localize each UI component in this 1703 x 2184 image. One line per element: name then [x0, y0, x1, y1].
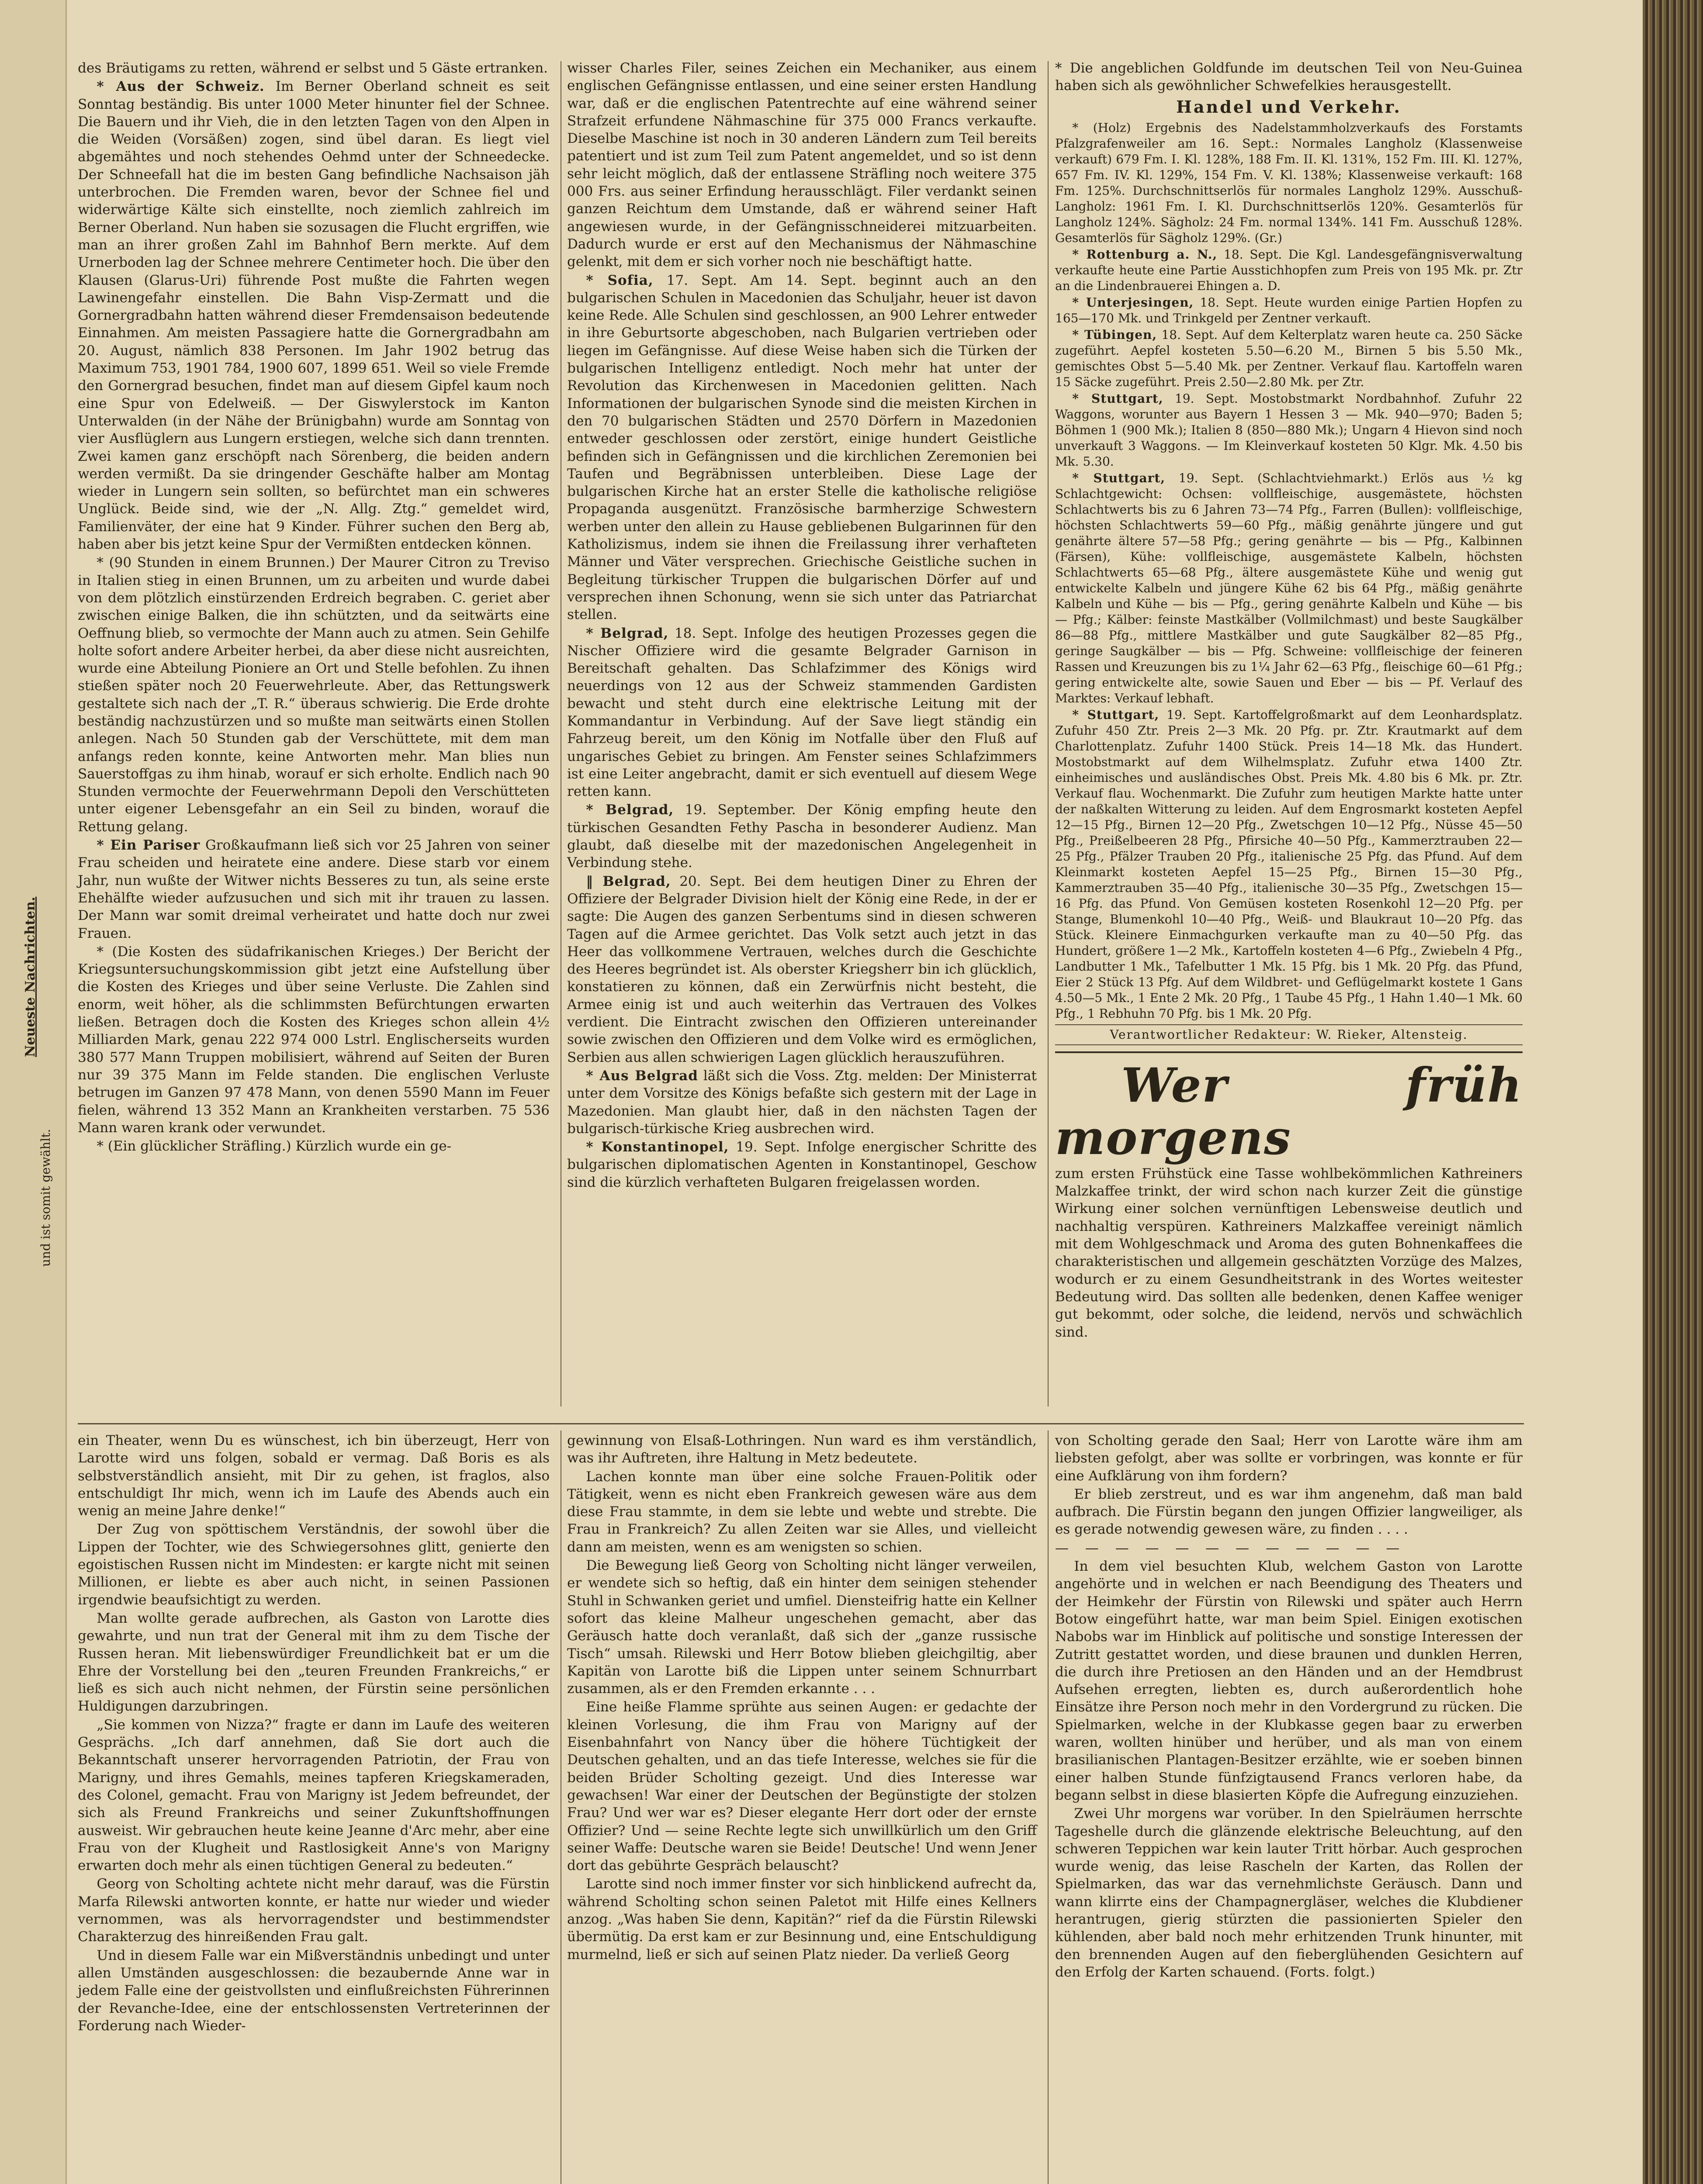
feuilleton-divider: [78, 1423, 1524, 1424]
paragraph-text: Im Berner Oberland schneit es seit Sonntag beständig. Bis unter 1000 Meter hinunter fiel der Schnee. Die Bauern und ihr Vieh, die in den letzten Tagen von den Alpen in die Weiden (Vorsäßen) zogen, sind übel daran. Es liegt viel abgemähtes und noch stehendes Oehmd unter der Schneedecke. Der Schneefall hat die im besten Gang befindliche Nachsaison jäh unterbrochen. Die Fremden waren, bevor der Schnee fiel und widerwärtige Kälte sich einstellte, noch ziemlich zahlreich im Berner Oberland. Nun haben sie sozusagen die Flucht ergriffen, wie man an ihrer großen Zahl im Bahnhof Bern merkte. Auf dem Urnerboden lag der Schnee mehrere Centimeter hoch. Die über den Klausen (Glarus-Uri) führende Post mußte die Fahrten wegen Lawinengefahr einstellen. Die Bahn Visp-Zermatt und die Gornergradbahn hatten während dieser Fremdensaison bedeutende Einnahmen. Am meisten Passagiere hatte die Gornergradbahn am 20. August, nämlich 838 Personen. Im Jahr 1902 betrug das Maximum 753, 1901 784, 1900 607, 1899 651. Weil so viele Fremde den Gornergrad besuchen, findet man auf diesem Gipfel kaum noch eine Spur von Edelweiß. — Der Giswylerstock im Kanton Unterwalden (in der Nähe der Brünigbahn) wurde am Sonntag von vier Ausflüglern aus Lungern erstiegen, welche sich dann trennten. Zwei kamen ganz erschöpft nach Sörenberg, die beiden andern werden vermißt. Da sie dringender Geschäfte halber am Montag wieder in Lungern sein sollten, so befürchtet man ein schweres Unglück. Beide sind, wie der „N. Allg. Ztg.“ gemeldet wird, Familienväter, der eine hat 9 Kinder. Führer suchen den Berg ab, haben aber bis jetzt keine Spur der Vermißten entdecken können.: [78, 79, 550, 553]
market-paragraph: [1055, 295, 1523, 326]
paragraph-text: 19. Sept. (Schlachtviehmarkt.) Erlös aus ½ kg Schlachtgewicht: Ochsen: vollfleischige, ausgemästete, höchsten Schlachtwerts bis zu 6 Jahren 73—74 Pfg., Farren (Bullen): vollfleischige, höchsten Schlachtwerts 59—60 Pfg., mäßig genährte jüngere und gut genährte ältere 57—58 Pfg.; gering genährte — bis — Pfg., Kalbinnen (Färsen), Kühe: vollfleischige, ausgemästete Kalbeln, höchsten Schlachtwerts 65—68 Pfg., ältere ausgemästete Kühe und wenig gut entwickelte Kalbeln und jüngere Kühe 62 bis 64 Pfg., mäßig genährte Kalbeln und Kühe — bis — Pfg., gering genährte Kalbeln und Kühe — bis — Pfg.; Kälber: feinste Mastkälber (Vollmilchmast) und beste Saugkälber 86—88 Pfg., mittlere Mastkälber und gute Saugkälber 82—85 Pfg., geringe Saugkälber — bis — Pfg. Schweine: vollfleischige der feineren Rassen und Kreuzungen bis zu 1¼ Jahr 62—63 Pfg., fleischige 60—61 Pfg.; gering entwickelte alte, sowie Sauen und Eber — bis — Pf. Verlauf des Marktes: Verkauf lebhaft.: [1055, 470, 1523, 705]
paragraph-text: Die Bewegung ließ Georg von Scholting nicht länger verweilen, er wendete sich so heftig, daß ein hinter dem seinigen stehender Stuhl in Schwanken geriet und umfiel. Diensteifrig hatte ein Kellner sofort das kleine Malheur ungeschehen gemacht, aber das Geräusch hatte doch veranlaßt, daß sich der „ganze russische Tisch“ umsah. Rilewski und Herr Botow blieben gleichgiltig, aber Kapitän von Larotte biß die Lippen unter seinem Schnurrbart zusammen, als er den Fremden erkannte . . .: [567, 1558, 1037, 1697]
paragraph-text: Der Zug von spöttischem Verständnis, der sowohl über die Lippen der Tochter, wie des Schwiegersohnes glitt, genierte den egoistischen Russen nicht im Mindesten: er kargte nicht mit seinen Millionen, er liebte es aber auch nicht, in seinen Passionen irgendwie beaufsichtigt zu werden.: [78, 1521, 550, 1608]
paragraph-text: 19. Sept. Mostobstmarkt Nordbahnhof. Zufuhr 22 Waggons, worunter aus Bayern 1 Hessen 3 — Mk. 940—970; Baden 5; Böhmen 1 (900 Mk.); Italien 8 (850—880 Mk.); Ungarn 4 Hievon sind noch unverkauft 3 Waggons. — Im Kleinverkauf kosteten 50 Klgr. Mk. 4.50 bis Mk. 5.30.: [1055, 391, 1523, 469]
paragraph-text: 18. Sept. Heute wurden einige Partien Hopfen zu 165—170 Mk. und Trinkgeld per Zentner verkauft.: [1055, 295, 1523, 325]
feuilleton-column-3: [1055, 1432, 1523, 1982]
news-paragraph: [78, 1137, 550, 1155]
news-item-neu-guinea: * Die angeblichen Goldfunde im deutschen Teil von Neu-Guinea haben sich als gewöhnlicher Schwefelkies herausgestellt.: [1055, 60, 1523, 94]
novel-paragraph: [1055, 1486, 1523, 1538]
dateline: * Sofia,: [586, 272, 654, 288]
novel-paragraph: [78, 1521, 550, 1608]
dateline: * Ein Pariser: [97, 837, 201, 854]
novel-paragraph: [78, 1610, 550, 1715]
book-binding: [1643, 0, 1703, 2184]
news-paragraph: [567, 272, 1037, 624]
dateline: * Stuttgart,: [1072, 391, 1163, 406]
column-divider: [1048, 1431, 1049, 2184]
margin-text-fragment: und ist somit gewählt.: [38, 1129, 53, 1267]
novel-paragraph: [78, 1716, 550, 1875]
novel-paragraph: [78, 1875, 550, 1946]
paragraph-text: Georg von Scholting achtete nicht mehr darauf, was die Fürstin Marfa Rilewski antworten konnte, er hatte nur wieder und wieder vernommen, was als hervorragendster und bestimmendster Charakterzug des hinreißenden Frau galt.: [78, 1876, 550, 1945]
paragraph-text: Und in diesem Falle war ein Mißverständnis unbedingt und unter allen Umständen ausgeschlossen: die bezaubernde Anne war in jedem Falle eine der geistvollsten und einflußreichsten Führerinnen der Revanche-Idee, eine der entschlossensten Vertreterinnen der Forderung nach Wieder-: [78, 1947, 550, 2034]
paragraph-text: 20. Sept. Bei dem heutigen Diner zu Ehren der Offiziere der Belgrader Division hielt der König eine Rede, in der er sagte: Die Augen des ganzen Serbentums sind in diesen schweren Tagen auf die Armee gerichtet. Das Volk setzt auch jetzt in das Heer das vollkommene Vertrauen, welches durch die Geschichte des Heeres begründet ist. Als oberster Kriegsherr bin ich glücklich, konstatieren zu können, daß ein Zerwürfnis nicht besteht, die Armee einig ist und auch weiterhin das Vertrauen des Volkes verdient. Die Eintracht zwischen den Offizieren untereinander sowie zwischen den Offizieren und dem Volke wird es ermöglichen, Serbien aus allen schwierigen Lagen glücklich herauszuführen.: [567, 873, 1037, 1065]
novel-paragraph: [1055, 1558, 1523, 1804]
ad-body: zum ersten Frühstück eine Tasse wohlbekömmlichen Kathreiners Malzkaffee trinkt, der wird schon nach kurzer Zeit die günstige Wirkung einer solchen vernünftigen Lebensweise deutlich und nachhaltig verspüren. Kathreiners Malzkaffee vereinigt nämlich mit dem Wohlgeschmack und Aroma des guten Bohnenkaffees die charakteristischen und allgemein geschätzten Vorzüge des Malzes, wodurch er zu einem Gesundheitstrank in des Wortes weitester Bedeutung wird. Das sollten alle bedenken, denen Kaffee weniger gut bekommt, oder solche, die leidend, nervös und schwächlich sind.: [1055, 1165, 1523, 1340]
novel-paragraph: [567, 1557, 1037, 1697]
margin-section-label: Neueste Nachrichten.: [23, 896, 38, 1057]
novel-paragraph: [567, 1468, 1037, 1556]
market-paragraph: [1055, 470, 1523, 706]
novel-paragraph: [567, 1432, 1037, 1467]
dateline: * Aus der Schweiz.: [97, 79, 265, 95]
paragraph-text: — — — — — — — — — — — —: [1055, 1540, 1406, 1556]
paragraph-text: * (Ein glücklicher Sträfling.) Kürzlich wurde ein ge-: [97, 1138, 452, 1154]
news-paragraph: [78, 78, 550, 553]
novel-paragraph: [78, 1947, 550, 2035]
paragraph-text: 18. Sept. Die Kgl. Landesgefängnisverwaltung verkaufte heute eine Partie Ausstichhopfen zum Preis von 195 Mk. pr. Ztr an die Lindenbrauerei Ehingen a. D.: [1055, 247, 1523, 293]
paragraph-text: Großkaufmann ließ sich vor 25 Jahren von seiner Frau scheiden und heiratete eine andere. Diese starb vor einem Jahr, nun wußte der Witwer nichts Besseres zu tun, als seine erste Ehehälfte wieder aufzusuchen und sich mit ihr trauen zu lassen. Der Mann war somit dreimal verheiratet und hatte doch nur zwei Frauen.: [78, 837, 550, 941]
paragraph-text: Eine heiße Flamme sprühte aus seinen Augen: er gedachte der kleinen Vorlesung, die ihm Frau von Marigny auf der Eisenbahnfahrt von Nancy über die höhere Tüchtigkeit der Deutschen gehalten, und an das tiefe Interesse, welches sie für die beiden Brüder Scholting gezeigt. Und dies Interesse war gewachsen! War einer der Deutschen der Begünstigte der stolzen Frau? Und wer war es? Dieser elegante Herr dort oder der ernste Offizier? Und — seine Rechte legte sich unwillkürlich um den Griff seiner Waffe: Deutsche waren sie Beide! Deutsche! Und wenn Jener dort das gebührte Gespräch belauscht?: [567, 1699, 1037, 1874]
column-divider: [1048, 61, 1049, 1406]
paragraph-text: 19. Sept. Kartoffelgroßmarkt auf dem Leonhardsplatz. Zufuhr 450 Ztr. Preis 2—3 Mk. 20 Pfg. pr. Ztr. Krautmarkt auf dem Charlottenplatz. Zufuhr 1400 Stück. Preis 14—18 Mk. das Hundert. Mostobstmarkt auf dem Wilhelmsplatz. Zufuhr etwa 1400 Ztr. einheimisches und ausländisches Obst. Preis Mk. 4.80 bis 6 Mk. pr. Ztr. Verkauf flau. Wochenmarkt. Die Zufuhr zum heutigen Markte hatte unter der naßkalten Witterung zu leiden. Auf dem Engrosmarkt kosteten Aepfel 12—15 Pfg., Birnen 12—20 Pfg., Zwetschgen 10—12 Pfg., Nüsse 45—50 Pfg., Preißelbeeren 28 Pfg., Pfirsiche 40—50 Pfg., Kammerztrauben 22—25 Pfg., Pfälzer Trauben 20 Pfg., italienische 25 Pfg. das Pfund. Auf dem Kleinmarkt kosteten Aepfel 15—25 Pfg., Birnen 15—30 Pfg., Kammerztrauben 35—40 Pfg., italienische 30—35 Pfg., Zwetschgen 15—16 Pfg. das Pfund. Von Gemüsen kosteten Rosenkohl 12—20 Pfg. per Stange, Blumenkohl 10—40 Pfg., Weiß- und Blaukraut 10—20 Pfg. das Stück. Kleinere Einmachgurken verkaufte man zu 40—50 Pfg. das Hundert, größere 1—2 Mk., Kartoffeln kosteten 4—6 Pfg., Zwiebeln 4 Pfg., Landbutter 1 Mk., Tafelbutter 1 Mk. 15 Pfg. bis 1 Mk. 20 Pfg. das Pfund, Eier 2 Stück 13 Pfg. Auf dem Wildbret- und Geflügelmarkt kostete 1 Gans 4.50—5 Mk., 1 Ente 2 Mk. 20 Pfg., 1 Taube 45 Pfg., 1 Hahn 1.40—1 Mk. 60 Pfg., 1 Rebhuhn 70 Pfg. bis 1 Mk. 20 Pfg.: [1055, 707, 1523, 1021]
paragraph-text: gewinnung von Elsaß-Lothringen. Nun ward es ihm verständlich, was ihr Auftreten, ihre Haltung in Metz bedeutete.: [567, 1433, 1037, 1466]
editor-line: Verantwortlicher Redakteur: W. Rieker, Altensteig.: [1055, 1024, 1523, 1045]
novel-paragraph: [567, 1698, 1037, 1874]
column-2: [567, 59, 1037, 1192]
novel-paragraph: [78, 1432, 550, 1520]
novel-paragraph: [567, 1875, 1037, 1963]
paragraph-text: wisser Charles Filer, seines Zeichen ein Mechaniker, aus einem englischen Gefängnisse entlassen, und eine seiner ersten Handlung war, daß er die englischen Patentrechte auf eine während seiner Strafzeit erfundene Nähmaschine für 375 000 Francs verkaufte. Dieselbe Maschine ist noch in 30 anderen Ländern zum Teil bereits patentiert und ist zum Teil zum Patent angemeldet, und so ist denn sehr leicht möglich, daß der entlassene Sträfling noch weitere 375 000 Frs. aus seiner Erfindung herausschlägt. Filer verdankt seinen ganzen Reichtum dem Umstande, daß er während seiner Haft angewiesen wurde, in der Gefängnisschneiderei mitzuarbeiten. Dadurch wurde er erst auf den Mechanismus der Nähmaschine gelenkt, mit dem er sich vorher noch nie beschäftigt hatte.: [567, 60, 1037, 270]
ad-headline: Wer früh morgens: [1055, 1057, 1523, 1165]
paragraph-text: Man wollte gerade aufbrechen, als Gaston von Larotte dies gewahrte, und nun trat der General mit ihm zu dem Tische der Russen heran. Mit liebenswürdiger Freundlichkeit bat er um die Ehre der Vorstellung bei den „teuren Freunden Frankreichs,“ er ließ es sich auch nicht nehmen, der Fürstin seine persönlichen Huldigungen darzubringen.: [78, 1610, 550, 1714]
column-1: [78, 59, 550, 1156]
news-paragraph: [567, 59, 1037, 271]
dateline: * Unterjesingen,: [1072, 295, 1194, 310]
novel-paragraph: [1055, 1539, 1523, 1557]
dateline: * Stuttgart,: [1072, 707, 1160, 722]
section-header-trade: Handel und Verkehr.: [1176, 97, 1402, 117]
dateline: * Stuttgart,: [1072, 470, 1166, 485]
market-paragraph: [1055, 391, 1523, 470]
column-3: [1055, 59, 1523, 1342]
paragraph-text: 19. September. Der König empfing heute den türkischen Gesandten Fethy Pascha in besonderer Audienz. Man glaubt, daß dieselbe mit der mazedonischen Angelegenheit in Verbindung stehe.: [567, 802, 1037, 871]
novel-paragraph: [1055, 1805, 1523, 1981]
paragraph-text: In dem viel besuchten Klub, welchem Gaston von Larotte angehörte und in welchen er nach Beendigung des Theaters und der Heimkehr der Fürstin von Rilewski und später auch Herrn Botow eingeführt hatte, war man beim Spiel. Einigen exotischen Nabobs war im Hinblick auf politische und sonstige Interessen der Zutritt gestattet worden, und diese braunen und dunklen Herren, die durch ihre Pretiosen an den Händen und an der Hemdbrust Aufsehen erregten, liebten es, durch außerordentlich hohe Einsätze ihre Person noch mehr in den Vordergrund zu rücken. Die Spielmarken, welche in der Klubkasse gegen baar zu erwerben waren, wollten hinüber und herüber, und als man von einem brasilianischen Plantagen-Besitzer erzählte, wie er soeben binnen einer halben Stunde fünfzigtausend Francs verloren habe, da begann selbst in diese blasierten Köpfe die Aufregung einzuziehen.: [1055, 1559, 1523, 1803]
news-paragraph: [78, 943, 550, 1137]
news-paragraph: [78, 554, 550, 836]
paragraph-text: 19. Sept. Infolge energischer Schritte des bulgarischen diplomatischen Agenten in Konstantinopel, Geschow sind die kürzlich verhafteten Bulgaren freigelassen worden.: [567, 1139, 1037, 1190]
news-paragraph: [567, 625, 1037, 801]
paragraph-text: Lachen konnte man über eine solche Frauen-Politik oder Tätigkeit, wenn es nicht eben Frankreich gewesen wäre aus dem diese Frau stammte, in dem sie lebte und webte und strebte. Die Frau in Frankreich? Zu allen Zeiten war sie Alles, und vielleicht dann am meisten, wenn es am wenigsten so schien.: [567, 1469, 1037, 1555]
market-paragraph: [1055, 327, 1523, 390]
paragraph-text: „Sie kommen von Nizza?“ fragte er dann im Laufe des weiteren Gesprächs. „Ich darf annehmen, daß Sie dort auch die Bekanntschaft unserer hervorragenden Patriotin, der Frau von Marigny, und ihres Gemahls, meines tapferen Kriegskameraden, des Colonel, gemacht. Frau von Marigny ist Jedem befreundet, der sich als Freund Frankreichs und seiner Zukunftshoffnungen ausweist. Wir gebrauchen heute keine Jeanne d'Arc mehr, aber eine Frau von der Klugheit und Rastlosigkeit Anne's von Marigny erwarten doch mehr als einen tüchtigen General zu bedeuten.“: [78, 1717, 550, 1874]
paragraph-text: ein Theater, wenn Du es wünschest, ich bin überzeugt, Herr von Larotte wird uns folgen, sobald er vermag. Daß Boris es als selbstverständlich ansieht, mit Dir zu gehen, ist fraglos, also entschuldigt Ihr mich, wenn ich im Laufe des Abends auch ein wenig an meine Jahre denke!“: [78, 1433, 550, 1519]
paragraph-text: Larotte sind noch immer finster vor sich hinblickend aufrecht da, während Scholting schon seinen Paletot mit Hilfe eines Kellners anzog. „Was haben Sie denn, Kapitän?“ rief da die Fürstin Rilewski übermütig. Da erst kam er zur Besinnung und, eine Entschuldigung murmelnd, ließ er sich auf seinen Platz nieder. Da verließ Georg: [567, 1876, 1037, 1963]
paragraph-text: Zwei Uhr morgens war vorüber. In den Spielräumen herrschte Tageshelle durch die glänzende elektrische Beleuchtung, auf den schweren Teppichen war kein lauter Tritt hörbar. Auch gesprochen wurde wenig, das leise Rascheln der Karten, das Rollen der Spielmarken, das war das vernehmlichste Geräusch. Dann und wann klirrte eins der Champagnergläser, welches die Klubdiener herantrugen, gierig stürzten die passionierten Spieler den kühlenden, aber bald noch mehr erhitzenden Trunk hinunter, mit den brennenden Augen auf den fieberglühenden Gesichtern auf den Erfolg der Karten schauend. (Forts. folgt.): [1055, 1806, 1523, 1980]
market-reports: [1055, 120, 1523, 1022]
dateline: * Aus Belgrad: [586, 1068, 698, 1084]
dateline: * Tübingen,: [1072, 327, 1157, 342]
paragraph-text: 18. Sept. Auf dem Kelterplatz waren heute ca. 250 Säcke zugeführt. Aepfel kosteten 5.50—6.20 M., Birnen 5 bis 5.50 Mk., gemischtes Obst 5—5.40 Mk. per Zentner. Verkauf flau. Kartoffeln waren 15 Säcke zugeführt. Preis 2.50—2.80 Mk. per Ztr.: [1055, 327, 1523, 389]
news-paragraph: [567, 1067, 1037, 1137]
news-paragraph: [78, 59, 550, 77]
dateline: ‖ Belgrad,: [586, 873, 671, 889]
novel-paragraph: [1055, 1432, 1523, 1485]
market-paragraph: [1055, 247, 1523, 294]
feuilleton-column-2: [567, 1432, 1037, 1964]
paragraph-text: läßt sich die Voss. Ztg. melden: Der Ministerrat unter dem Vorsitze des Königs befaßte sich gestern mit der Lage in Mazedonien. Man glaubt hier, daß in den nächsten Tagen der bulgarisch-türkische Krieg ausbrechen wird.: [567, 1068, 1037, 1137]
news-paragraph: [78, 836, 550, 942]
paragraph-text: des Bräutigams zu retten, während er selbst und 5 Gäste ertranken.: [78, 60, 548, 76]
news-paragraph: [567, 801, 1037, 871]
previous-page-margin: [0, 0, 67, 2184]
dateline: * Belgrad,: [586, 625, 669, 641]
paragraph-text: * (Holz) Ergebnis des Nadelstammholzverkaufs des Forstamts Pfalzgrafenweiler am 16. Sept.: Normales Langholz (Klassenweise verkauft) 679 Fm. I. Kl. 128%, 188 Fm. II. Kl. 131%, 152 Fm. III. Kl. 127%, 657 Fm. IV. Kl. 129%, 154 Fm. V. Kl. 138%; Klassenweise verkauft: 168 Fm. 125%. Durchschnittserlös für normales Langholz 129%. Ausschuß-Langholz: 1961 Fm. I. Kl. Durchschnittserlös 120%. Gesamterlös für Langholz 124%. Sägholz: 24 Fm. normal 134%. 141 Fm. Ausschuß 128%. Gesamterlös für Sägholz 129%. (Gr.): [1055, 120, 1523, 245]
paragraph-text: Er blieb zerstreut, und es war ihm angenehm, daß man bald aufbrach. Die Fürstin begann den jungen Offizier langweiliger, als es gerade notwendig gewesen wäre, zu finden . . . .: [1055, 1486, 1523, 1538]
market-paragraph: [1055, 120, 1523, 246]
news-paragraph: [567, 1138, 1037, 1191]
dateline: * Rottenburg a. N.,: [1072, 247, 1218, 262]
feuilleton-column-1: [78, 1432, 550, 2035]
dateline: * Belgrad,: [586, 802, 674, 818]
paragraph-text: * (90 Stunden in einem Brunnen.) Der Maurer Citron zu Treviso in Italien stieg in einen Brunnen, um zu arbeiten und wurde dabei von dem plötzlich einstürzenden Erdreich begraben. C. geriet aber zwischen einige Balken, die ihn schützten, und da seitwärts eine Oeffnung blieb, so vermochte der Mann auch zu atmen. Sein Gehilfe holte sofort andere Arbeiter herbei, da aber diese nicht ausreichten, wurde eine Abteilung Pioniere an Ort und Stelle befohlen. Zu ihnen stießen später noch 20 Feuerwehrleute. Aber, das Rettungswerk gestaltete sich nach der „T. R.“ überaus schwierig. Die Erde drohte beständig nachzustürzen und so mußte man seitwärts einen Stollen anlegen. Nach 50 Stunden gab der Verschüttete, mit dem man anfangs reden konnte, keine Antworten mehr. Man blies nun Sauerstoffgas zu ihm hinab, worauf er sich erholte. Endlich nach 90 Stunden vermochte der Feuerwehrmann Depoli den Verschütteten unter eigener Lebensgefahr an ein Seil zu binden, worauf die Rettung gelang.: [78, 555, 550, 835]
paragraph-text: von Scholting gerade den Saal; Herr von Larotte wäre ihm am liebsten gefolgt, aber was sollte er vorbringen, was konnte er für eine Aufklärung von ihm fordern?: [1055, 1433, 1523, 1484]
paragraph-text: 17. Sept. Am 14. Sept. beginnt auch an den bulgarischen Schulen in Macedonien das Schuljahr, heuer ist davon keine Rede. Alle Schulen sind geschlossen, an 900 Lehrer entweder in ihre Geburtsorte abgeschoben, nach Bulgarien vertrieben oder liegen im Gefängnisse. Auf diese Weise haben sich die Türken der bulgarischen Intelligenz entledigt. Noch mehr hat unter der Revolution das Kirchenwesen in Macedonien gelitten. Nach Informationen der bulgarischen Synode sind die meisten Kirchen in den 70 bulgarischen Städten und 2570 Dörfern in Mazedonien entweder geschlossen oder zerstört, einige hundert Geistliche befinden sich in Gefängnissen und die kirchlichen Zeremonien bei Taufen und Begräbnissen unterbleiben. Diese Lage der bulgarischen Kirche hat an erster Stelle die katholische religiöse Propaganda ausgenützt. Französische barmherzige Schwestern werben unter den allein zu Hause gebliebenen Bulgarinnen für den Katholizismus, indem sie ihnen die Freilassung ihrer verhafteten Männer und Väter versprechen. Griechische Geistliche suchen in Begleitung türkischer Truppen die bulgarischen Dörfer auf und versprechen ihnen Schonung, wenn sie sich unter das Patriarchat stellen.: [567, 272, 1037, 623]
dateline: * Konstantinopel,: [586, 1139, 729, 1155]
paragraph-text: 18. Sept. Infolge des heutigen Prozesses gegen die Nischer Offiziere wird die gesamte Belgrader Garnison in Bereitschaft gehalten. Das Schlafzimmer des Königs wird neuerdings von 12 aus der Schweiz stammenden Gardisten bewacht und steht durch eine elektrische Leitung mit der Kommandantur in Verbindung. Auf der Save liegt ständig ein Fahrzeug bereit, um den König im Notfalle über den Fluß auf ungarisches Gebiet zu bringen. Am Fenster seines Schlafzimmers ist eine Leiter angebracht, damit er sich eventuell auf diesem Wege retten kann.: [567, 625, 1037, 800]
paragraph-text: * (Die Kosten des südafrikanischen Krieges.) Der Bericht der Kriegsuntersuchungskommission gibt jetzt eine Aufstellung über die Kosten des Krieges und über seine Verluste. Die Zahlen sind enorm, weit höher, als die schlimmsten Befürchtungen erwarten ließen. Betragen doch die Kosten des Krieges schon allein 4½ Milliarden Mark, genau 222 974 000 Lstrl. Englischerseits wurden 380 577 Mann Truppen mobilisiert, während auf Seiten der Buren nur 39 375 Mann im Felde standen. Die englischen Verluste betrugen im Ganzen 97 478 Mann, von denen 5590 Mann im Feuer fielen, während 13 352 Mann an Krankheiten verstarben. 75 536 Mann waren krank oder verwundet.: [78, 943, 550, 1136]
news-paragraph: [567, 873, 1037, 1066]
market-paragraph: [1055, 707, 1523, 1022]
ad-kathreiner: [1055, 1051, 1523, 1341]
